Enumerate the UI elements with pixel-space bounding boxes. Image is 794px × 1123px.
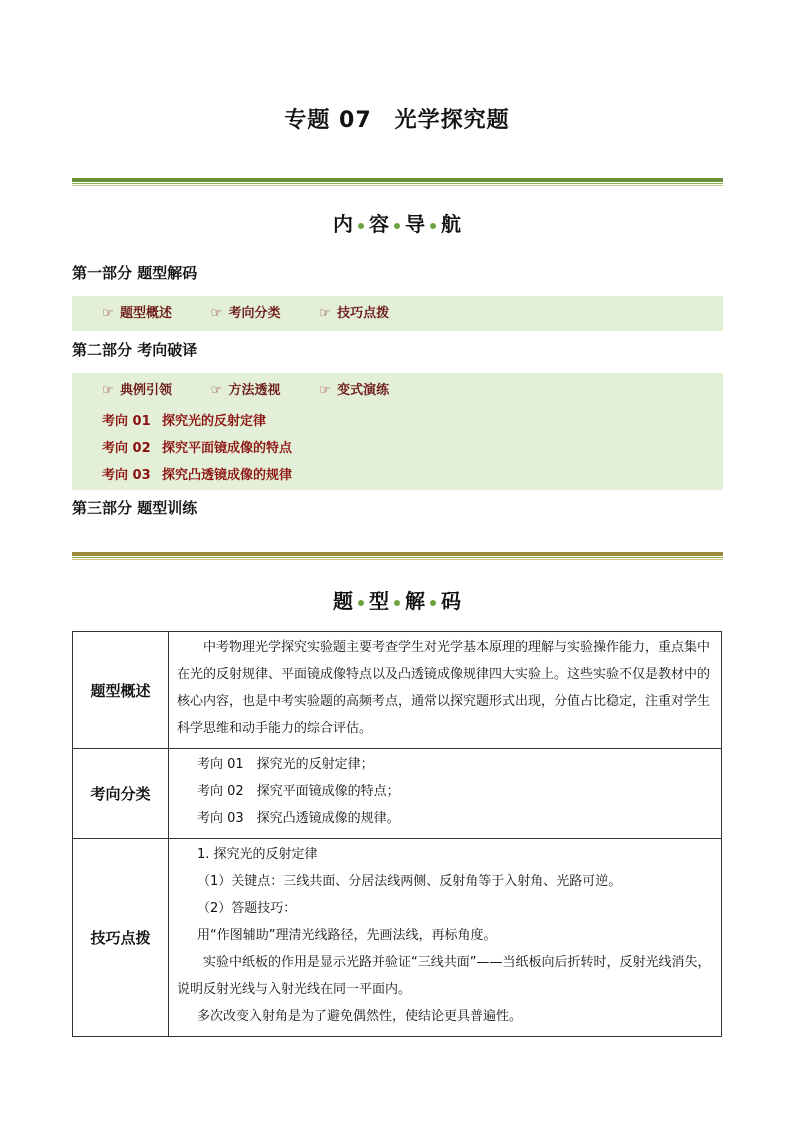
kaoxiang-link-02[interactable]: 考向 02 探究平面镜成像的特点	[102, 441, 293, 456]
nav-heading: 内 容 导 航	[333, 212, 461, 236]
pointing-hand-icon: ☞	[102, 383, 114, 398]
pointing-hand-icon: ☞	[102, 306, 114, 321]
part1-heading: 第一部分 题型解码	[72, 264, 198, 282]
pointing-hand-icon: ☞	[319, 383, 331, 398]
nav-item-tips[interactable]: ☞ 技巧点拨	[319, 306, 390, 321]
row-label-classification: 考向分类	[73, 749, 169, 839]
pointing-hand-icon: ☞	[210, 306, 223, 321]
nav-item-overview[interactable]: ☞ 题型概述	[102, 306, 173, 321]
row-content-tips: 1. 探究光的反射定律 （1）关键点：三线共面、分居法线两侧、反射角等于入射角、光路可逆。 （2）答题技巧： 用“作图辅助”理清光线路径，先画法线，再标角度。 实验中纸板的作用是显示光路并验证“三线共面”——当纸板向后折转时，反射光线消失，说明反射光线与入射光线在同一平面内。 多次改变入射角是为了避免偶然性，使结论更具普遍性。	[169, 839, 722, 1037]
row-content-overview: 中考物理光学探究实验题主要考查学生对光学基本原理的理解与实验操作能力，重点集中在光的反射规律、平面镜成像特点以及凸透镜成像规律四大实验上。这些实验不仅是教材中的核心内容，也是中考实验题的高频考点，通常以探究题形式出现，分值占比稳定，注重对学生科学思维和动手能力的综合评估。	[169, 632, 722, 749]
nav-item-practice[interactable]: ☞ 变式演练	[319, 383, 390, 398]
part1-band	[72, 296, 723, 331]
section-heading: 题 型 解 码	[333, 589, 461, 613]
top-divider	[72, 178, 723, 186]
nav-item-methods[interactable]: ☞ 方法透视	[210, 383, 281, 398]
part2-band	[72, 373, 723, 490]
question-type-table	[72, 631, 722, 1037]
nav-item-classification[interactable]: ☞ 考向分类	[210, 306, 281, 321]
row-content-classification: 考向 01 探究光的反射定律； 考向 02 探究平面镜成像的特点； 考向 03 探究凸透镜成像的规律。	[169, 749, 722, 839]
kaoxiang-link-03[interactable]: 考向 03 探究凸透镜成像的规律	[102, 468, 293, 483]
pointing-hand-icon: ☞	[210, 383, 223, 398]
middle-divider	[72, 552, 723, 560]
kaoxiang-link-01[interactable]: 考向 01 探究光的反射定律	[102, 414, 267, 429]
document-title: 专题 07 光学探究题	[284, 108, 510, 133]
pointing-hand-icon: ☞	[319, 306, 331, 321]
row-label-tips: 技巧点拨	[73, 839, 169, 1037]
part3-heading: 第三部分 题型训练	[72, 499, 198, 517]
part2-heading: 第二部分 考向破译	[72, 341, 198, 359]
nav-item-examples[interactable]: ☞ 典例引领	[102, 383, 173, 398]
row-label-overview: 题型概述	[73, 632, 169, 749]
